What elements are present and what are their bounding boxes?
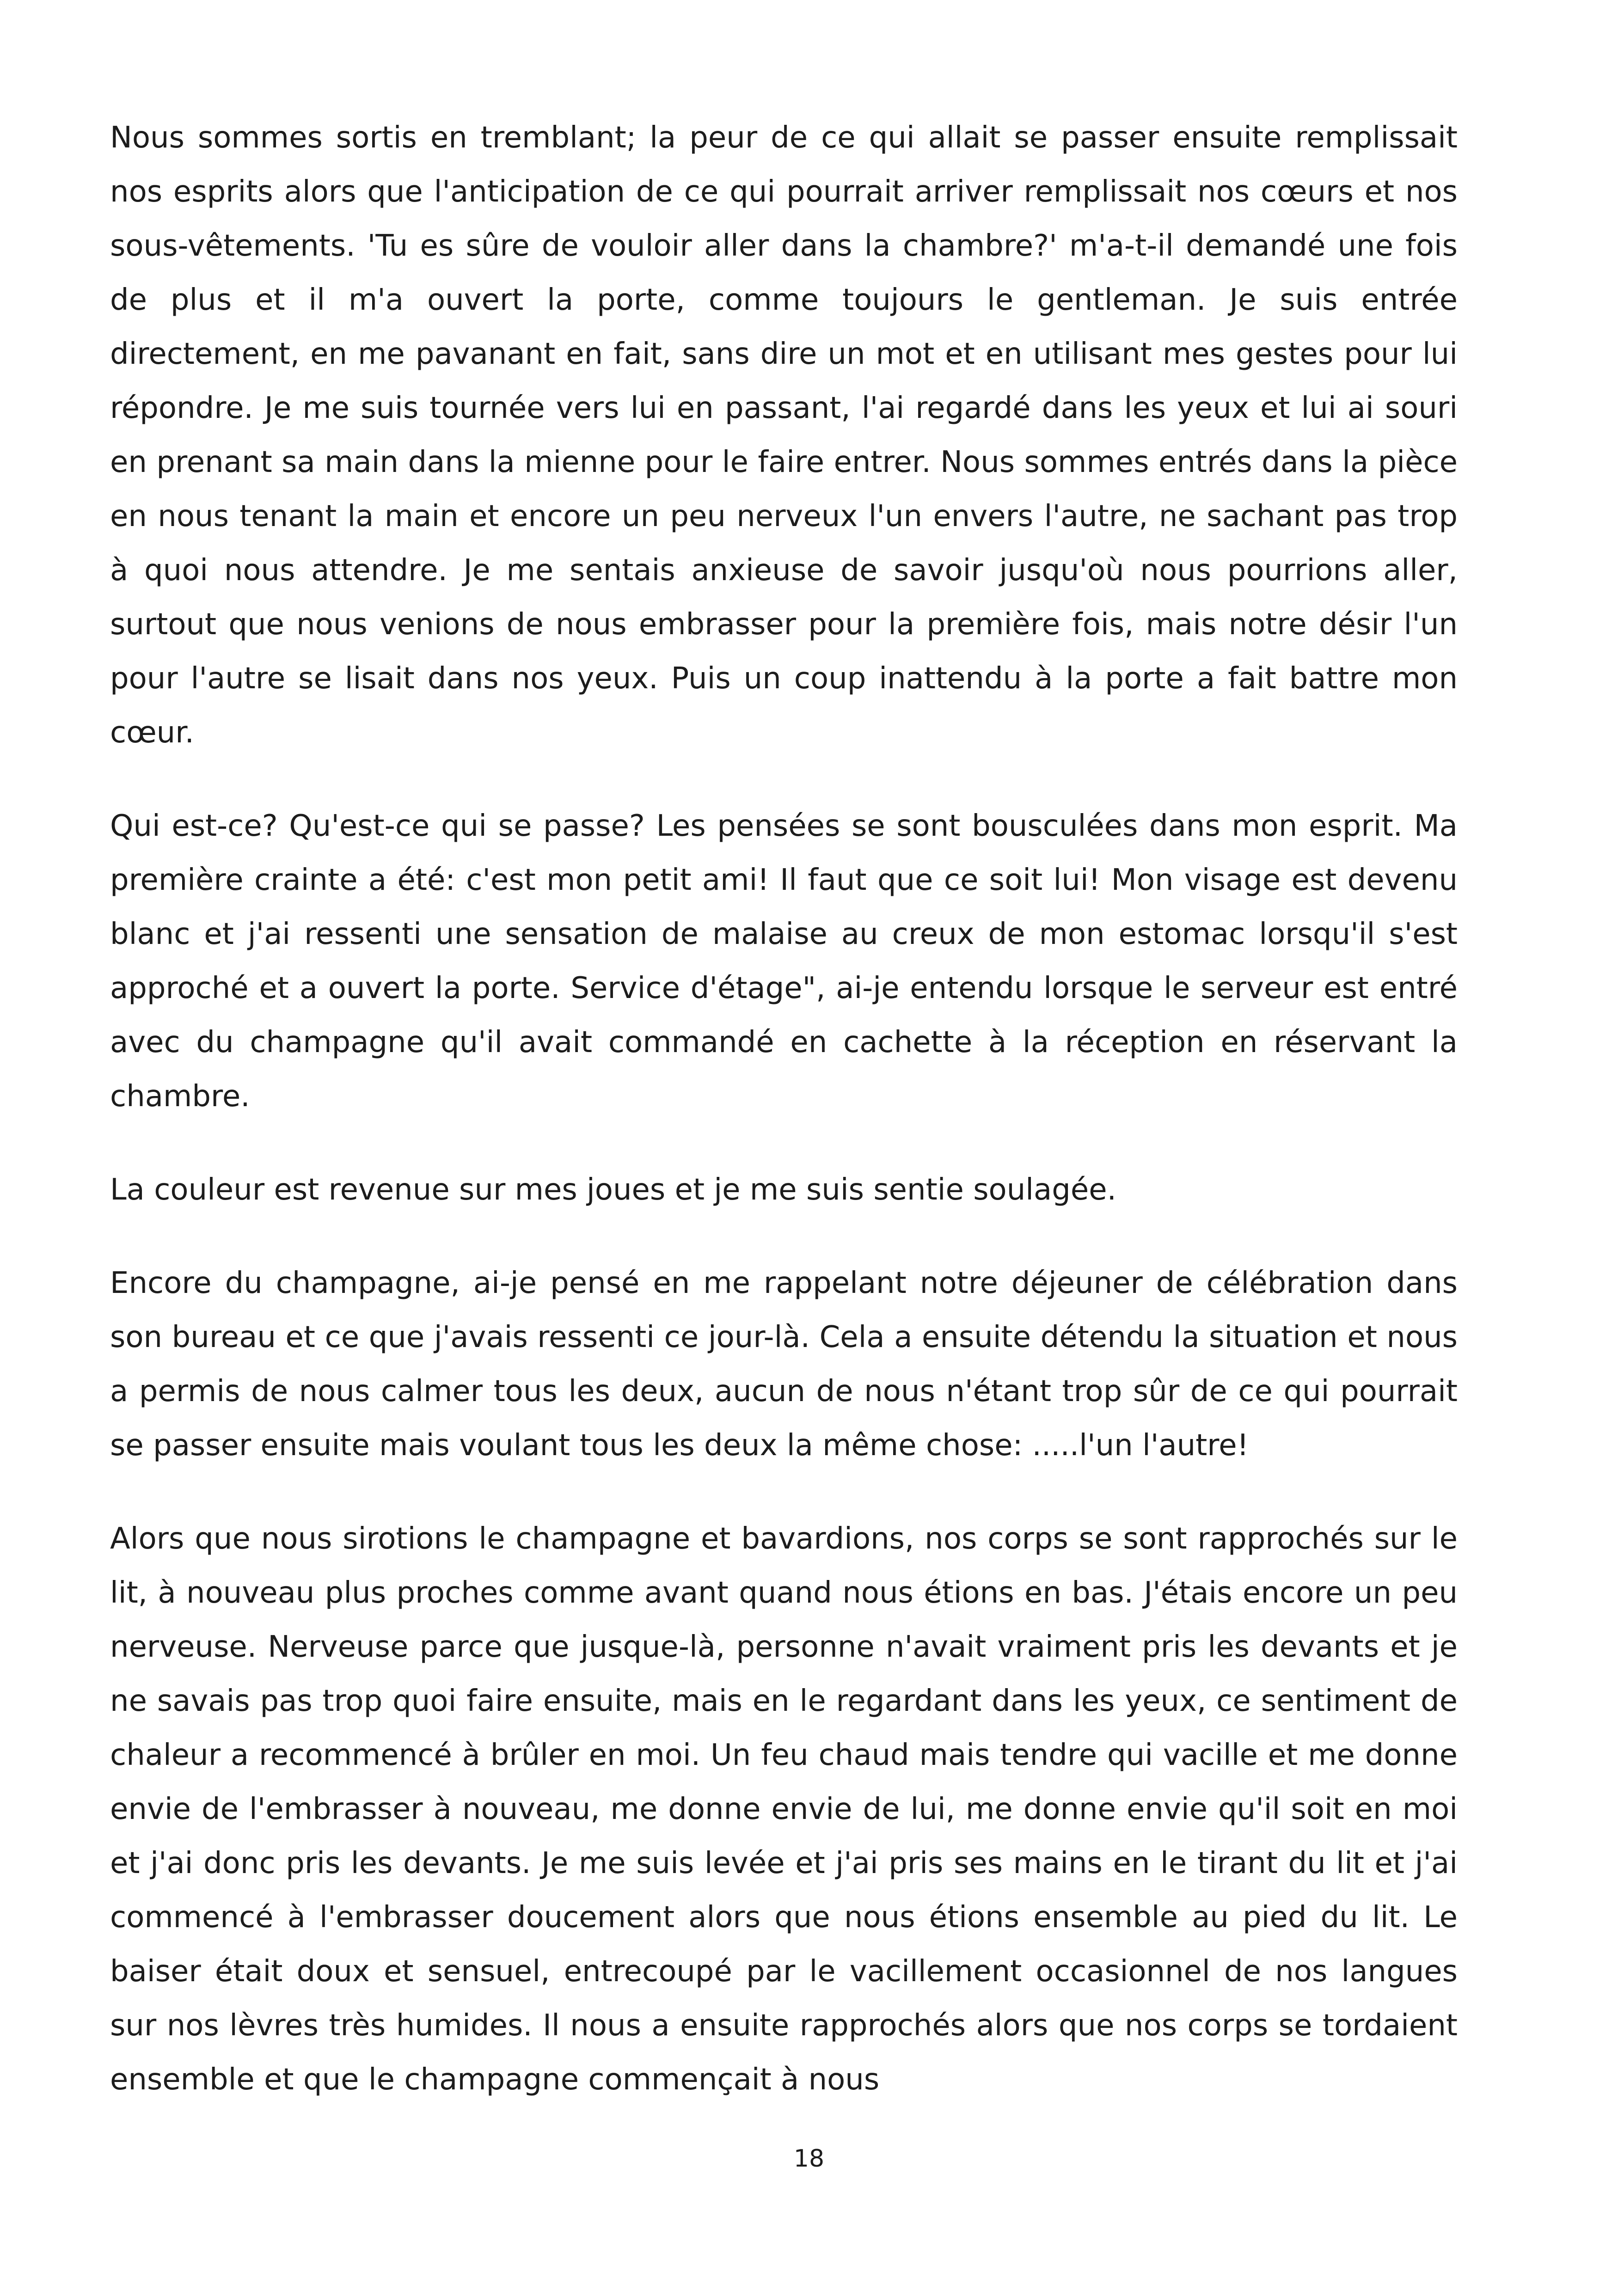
page-number: 18: [793, 2145, 825, 2173]
paragraph-1: Nous sommes sortis en tremblant; la peur de ce qui allait se passer ensuite remplissait nos esprits alors que l'anticipation de ce qui pourrait arriver remplissait nos cœurs et nos sous-vêtements. 'Tu es sûre de vouloir aller dans la chambre?' m'a-t-il demandé une fois de plus et il m'a ouvert la porte, comme toujours le gentleman. Je suis entrée directement, en me pavanant en fait, sans dire un mot et en utilisant mes gestes pour lui répondre. Je me suis tournée vers lui en passant, l'ai regardé dans les yeux et lui ai souri en prenant sa main dans la mienne pour le faire entrer. Nous sommes entrés dans la pièce en nous tenant la main et encore un peu nerveux l'un envers l'autre, ne sachant pas trop à quoi nous attendre. Je me sentais anxieuse de savoir jusqu'où nous pourrions aller, surtout que nous venions de nous embrasser pour la première fois, mais notre désir l'un pour l'autre se lisait dans nos yeux. Puis un coup inattendu à la porte a fait battre mon cœur.: [110, 121, 1458, 750]
paragraph-5: Alors que nous sirotions le champagne et bavardions, nos corps se sont rapprochés sur le lit, à nouveau plus proches comme avant quand nous étions en bas. J'étais encore un peu nerveuse. Nerveuse parce que jusque-là, personne n'avait vraiment pris les devants et je ne savais pas trop quoi faire ensuite, mais en le regardant dans les yeux, ce sentiment de chaleur a recommencé à brûler en moi. Un feu chaud mais tendre qui vacille et me donne envie de l'embrasser à nouveau, me donne envie de lui, me donne envie qu'il soit en moi et j'ai donc pris les devants. Je me suis levée et j'ai pris ses mains en le tirant du lit et j'ai commencé à l'embrasser doucement alors que nous étions ensemble au pied du lit. Le baiser était doux et sensuel, entrecoupé par le vacillement occasionnel de nos langues sur nos lèvres très humides. Il nous a ensuite rapprochés alors que nos corps se tordaient ensemble et que le champagne commençait à nous: [110, 1522, 1458, 2097]
paragraph-3: La couleur est revenue sur mes joues et je me suis sentie soulagée.: [110, 1173, 1116, 1207]
body-text: [110, 111, 1458, 2146]
paragraph-2: Qui est-ce? Qu'est-ce qui se passe? Les pensées se sont bousculées dans mon esprit. Ma première crainte a été: c'est mon petit ami! Il faut que ce soit lui! Mon visage est devenu blanc et j'ai ressenti une sensation de malaise au creux de mon estomac lorsqu'il s'est approché et a ouvert la porte. Service d'étage", ai-je entendu lorsque le serveur est entré avec du champagne qu'il avait commandé en cachette à la réception en réservant la chambre.: [110, 809, 1458, 1114]
paragraph-4: Encore du champagne, ai-je pensé en me rappelant notre déjeuner de célébration dans son bureau et ce que j'avais ressenti ce jour-là. Cela a ensuite détendu la situation et nous a permis de nous calmer tous les deux, aucun de nous n'étant trop sûr de ce qui pourrait se passer ensuite mais voulant tous les deux la même chose: .....l'un l'autre!: [110, 1266, 1458, 1463]
